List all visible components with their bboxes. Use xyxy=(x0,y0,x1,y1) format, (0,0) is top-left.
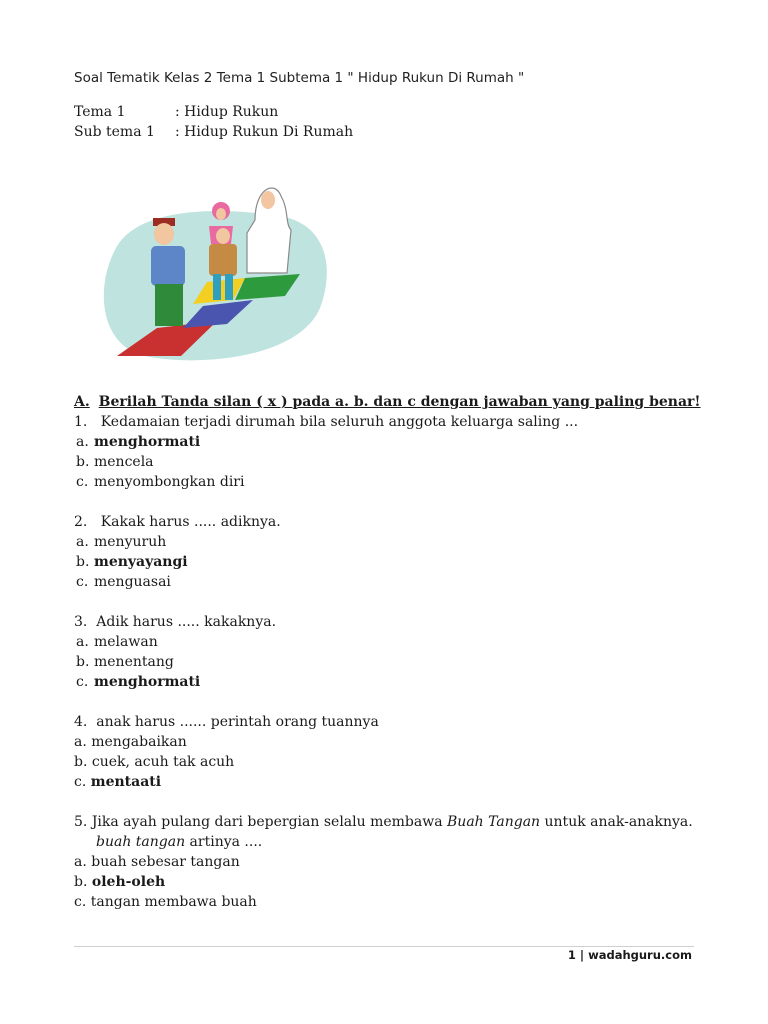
option-1a[interactable] xyxy=(76,434,200,450)
section-instruction xyxy=(74,394,701,410)
meta-value: : Hidup Rukun xyxy=(175,104,279,120)
option-text: menyombongkan diri xyxy=(94,474,245,490)
option-text: mentaati xyxy=(90,774,162,790)
option-3c[interactable] xyxy=(76,674,200,690)
question-number: 1. xyxy=(74,414,88,430)
page-footer xyxy=(568,948,692,962)
option-4c[interactable] xyxy=(74,774,161,790)
option-letter: a. xyxy=(74,854,87,870)
option-letter: b. xyxy=(76,654,90,670)
option-text: mengabaikan xyxy=(91,734,187,750)
option-text: menghormati xyxy=(94,674,201,690)
option-letter: b. xyxy=(74,874,88,890)
question-number: 4. xyxy=(74,714,88,730)
option-text: oleh-oleh xyxy=(91,874,166,890)
question-number: 3. xyxy=(74,614,88,630)
option-2b[interactable] xyxy=(76,554,188,570)
option-letter: a. xyxy=(76,534,89,550)
option-letter: c. xyxy=(76,474,89,490)
option-letter: b. xyxy=(76,554,90,570)
option-3b[interactable] xyxy=(76,654,174,670)
question-text: Jika ayah pulang dari bepergian selalu membawa xyxy=(91,814,448,830)
option-text: menyuruh xyxy=(94,534,167,550)
instruction-text: Berilah Tanda silan ( x ) pada a. b. dan c dengan jawaban yang paling benar! xyxy=(98,394,701,410)
option-letter: b. xyxy=(74,754,88,770)
question-text: artinya .... xyxy=(185,834,263,850)
option-letter: c. xyxy=(76,574,89,590)
question-4 xyxy=(74,714,379,730)
question-1 xyxy=(74,414,578,430)
meta-key: Tema 1 xyxy=(74,104,126,120)
question-text: Kedamaian terjadi dirumah bila seluruh anggota keluarga saling ... xyxy=(100,414,579,430)
option-4a[interactable] xyxy=(74,734,187,750)
option-1c[interactable] xyxy=(76,474,244,490)
option-text: melawan xyxy=(94,634,158,650)
question-text: anak harus ...... perintah orang tuannya xyxy=(96,714,379,730)
option-letter: c. xyxy=(74,894,87,910)
question-number: 2. xyxy=(74,514,88,530)
option-text: cuek, acuh tak acuh xyxy=(91,754,235,770)
option-5b[interactable] xyxy=(74,874,165,890)
meta-row-tema xyxy=(74,104,278,120)
option-5a[interactable] xyxy=(74,854,240,870)
option-letter: a. xyxy=(76,434,89,450)
option-3a[interactable] xyxy=(76,634,158,650)
option-text: menentang xyxy=(94,654,174,670)
option-text: menyayangi xyxy=(94,554,188,570)
option-letter: a. xyxy=(76,634,89,650)
option-letter: c. xyxy=(74,774,87,790)
option-text: buah sebesar tangan xyxy=(91,854,240,870)
footer-site: wadahguru.com xyxy=(588,948,692,962)
question-3 xyxy=(74,614,276,630)
option-2c[interactable] xyxy=(76,574,171,590)
page-number: 1 xyxy=(567,948,576,962)
document-title: Soal Tematik Kelas 2 Tema 1 Subtema 1 " Hidup Rukun Di Rumah " xyxy=(74,70,525,86)
meta-value: : Hidup Rukun Di Rumah xyxy=(175,124,354,140)
family-praying-illustration xyxy=(95,178,335,366)
question-text: untuk anak-anaknya. xyxy=(540,814,693,830)
option-letter: b. xyxy=(76,454,90,470)
question-text-italic: Buah Tangan xyxy=(447,814,541,830)
question-5-line2 xyxy=(96,834,262,850)
meta-key: Sub tema 1 xyxy=(74,124,155,140)
option-letter: c. xyxy=(76,674,89,690)
question-text: Adik harus ..... kakaknya. xyxy=(96,614,277,630)
option-4b[interactable] xyxy=(74,754,234,770)
question-text: Kakak harus ..... adiknya. xyxy=(100,514,281,530)
option-text: menguasai xyxy=(94,574,171,590)
section-label: A. xyxy=(74,394,90,410)
option-1b[interactable] xyxy=(76,454,154,470)
option-text: tangan membawa buah xyxy=(90,894,257,910)
question-number: 5. xyxy=(74,814,88,830)
option-text: mencela xyxy=(94,454,154,470)
question-5 xyxy=(74,814,693,830)
option-letter: a. xyxy=(74,734,87,750)
footer-divider xyxy=(74,946,694,947)
option-2a[interactable] xyxy=(76,534,166,550)
question-2 xyxy=(74,514,281,530)
option-5c[interactable] xyxy=(74,894,257,910)
footer-separator: | xyxy=(579,948,585,962)
option-text: menghormati xyxy=(94,434,201,450)
meta-row-subtema xyxy=(74,124,353,140)
question-text-italic: buah tangan xyxy=(96,834,186,850)
